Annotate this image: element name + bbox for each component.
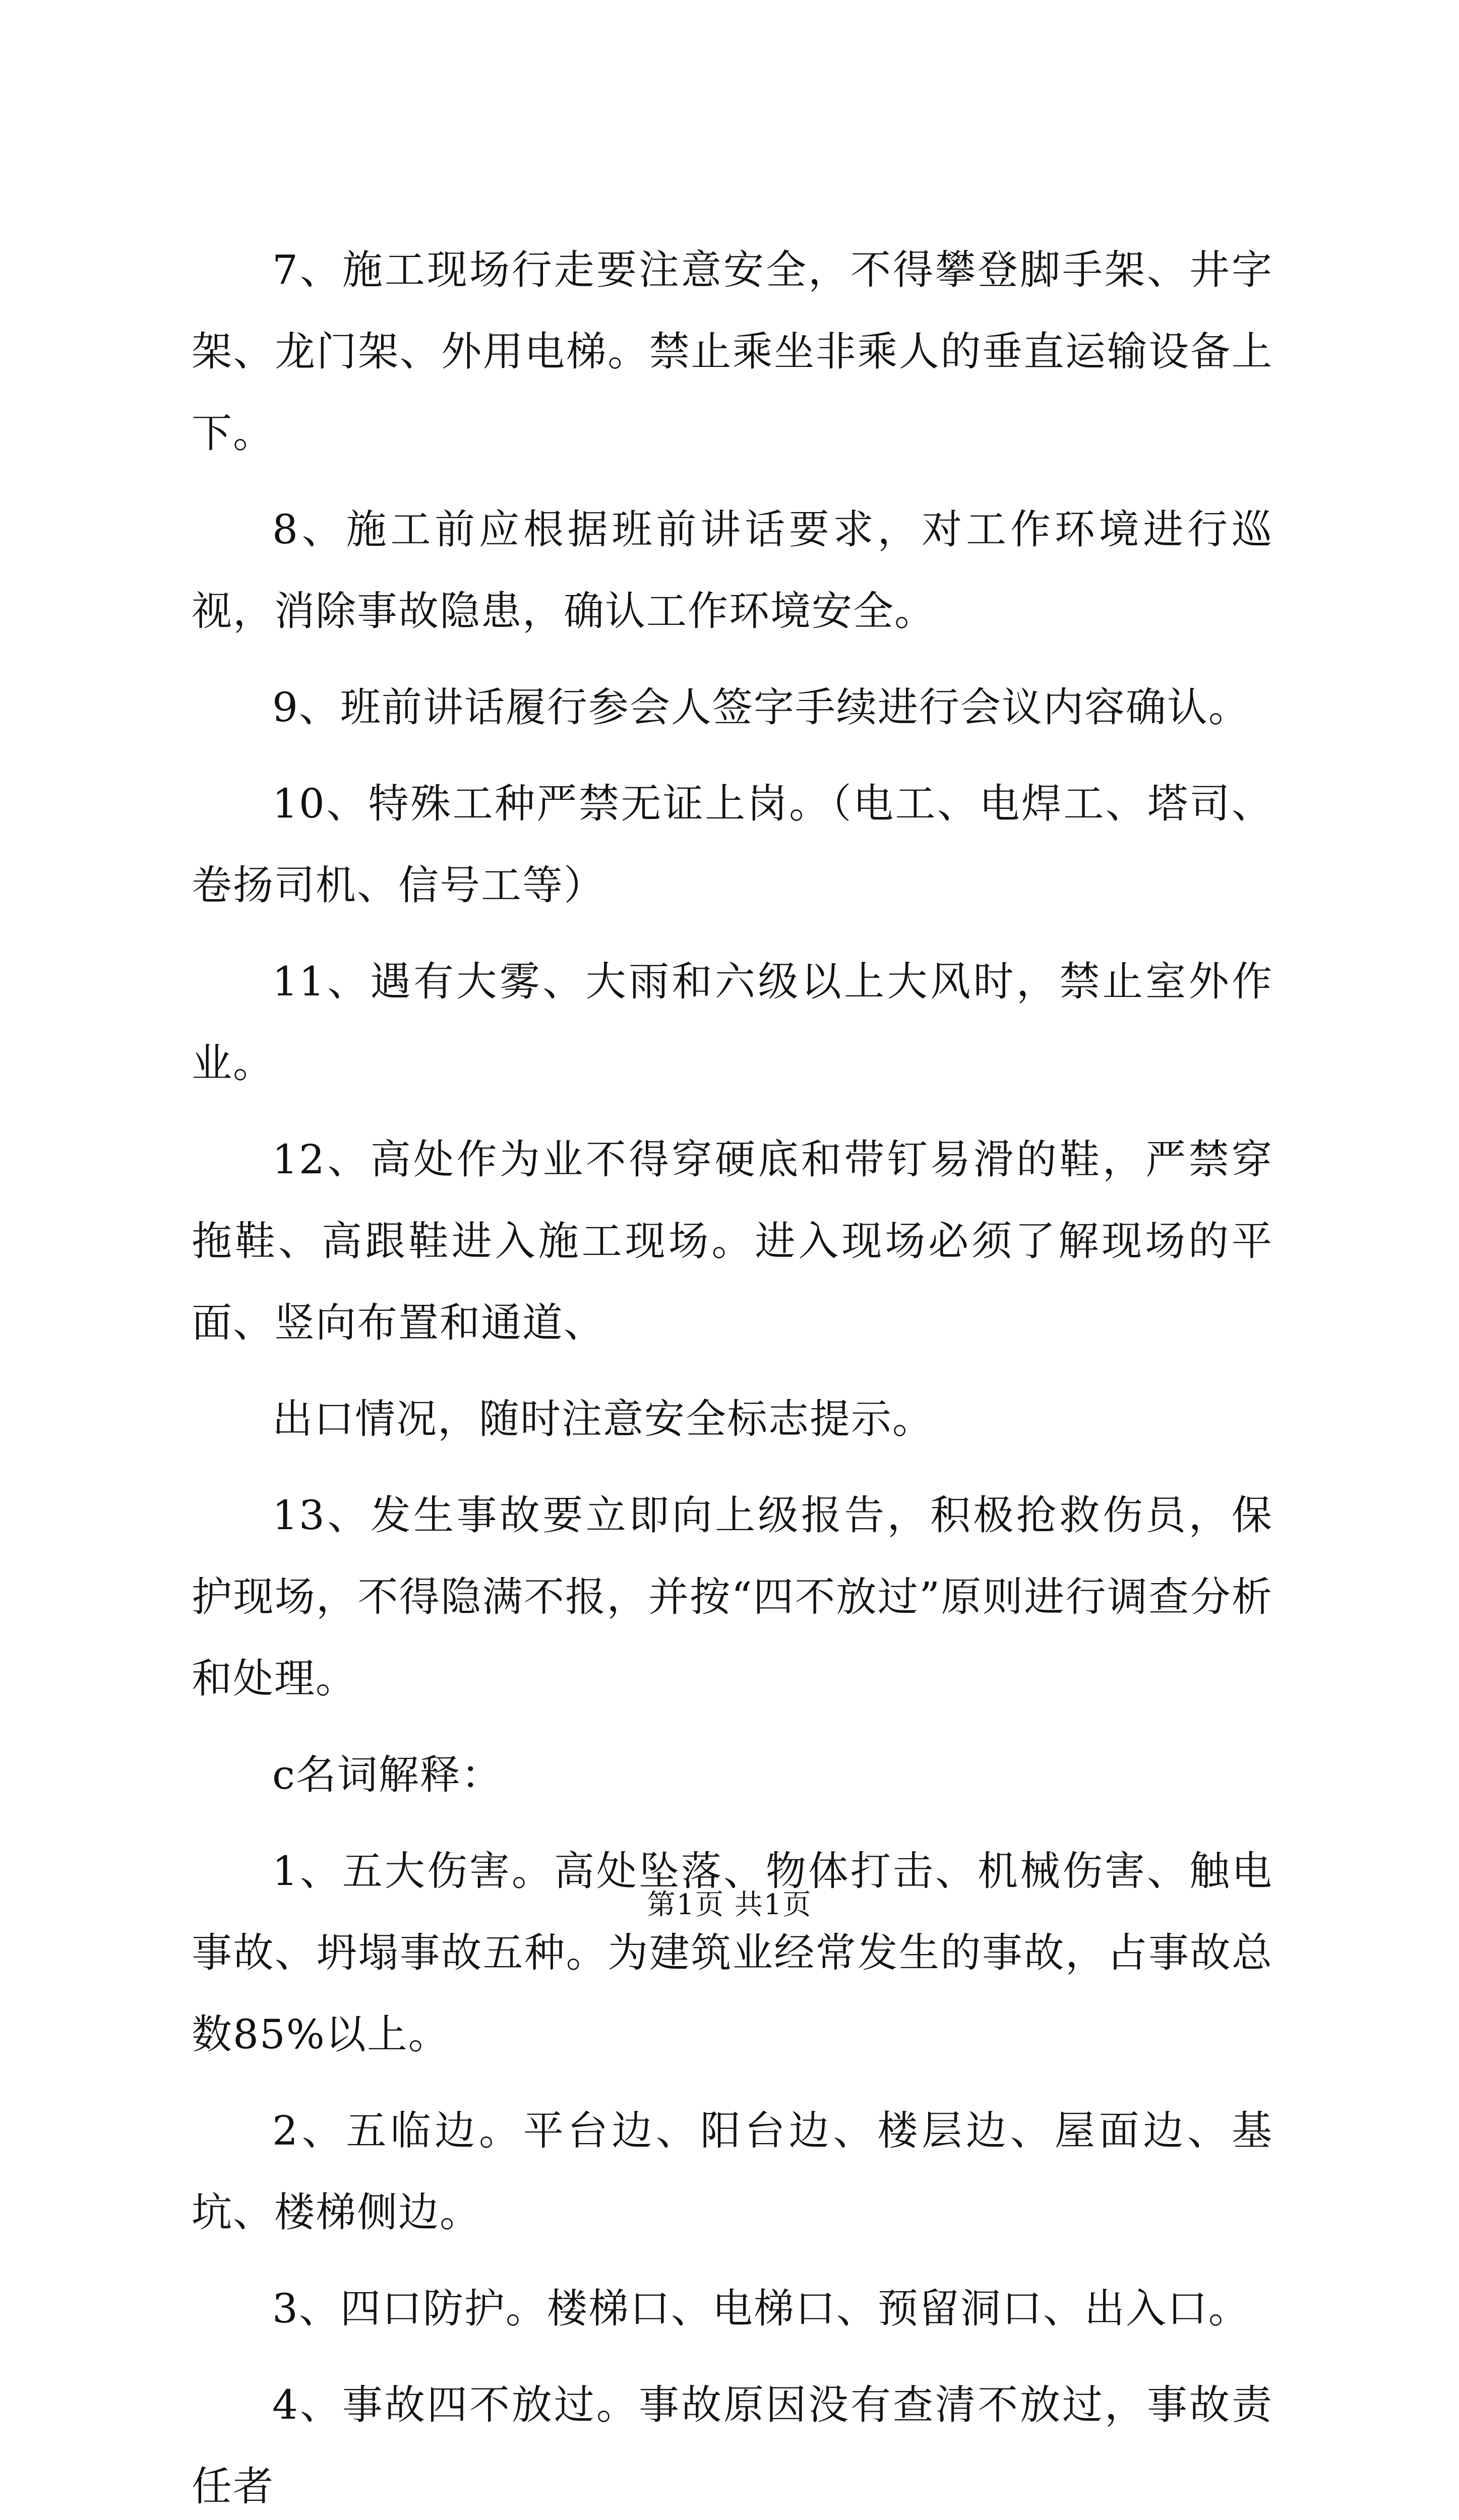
page-footer: 第1页 共1页 <box>647 1888 812 1921</box>
paragraph-12: 12、高处作为业不得穿硬底和带钉易滑的鞋，严禁穿拖鞋、高跟鞋进入施工现场。进入现场必须了解现场的平面、竖向布置和通道、 <box>192 1136 1273 1346</box>
section-heading-terms: c名词解释： <box>272 1751 503 1798</box>
document-body <box>192 229 1273 2520</box>
paragraph-9: 9、班前讲话履行参会人签字手续进行会议内容确认。 <box>272 684 1250 731</box>
term-4: 4、事故四不放过。事故原因没有查清不放过，事故责任者 <box>192 2381 1273 2510</box>
paragraph-12-continued: 出口情况，随时注意安全标志提示。 <box>272 1396 934 1442</box>
paragraph-10: 10、特殊工种严禁无证上岗。（电工、电焊工、塔司、卷扬司机、信号工等） <box>192 780 1273 909</box>
paragraph-8: 8、施工前应根据班前讲话要求，对工作环境进行巡视，消除事故隐患，确认工作环境安全。 <box>192 506 1273 635</box>
paragraph-7: 7、施工现场行走要注意安全，不得攀登脚手架、井字架、龙门架、外用电梯。禁止乘坐非乘人的垂直运输设备上下。 <box>192 246 1273 457</box>
term-2: 2、五临边。平台边、阳台边、楼层边、屋面边、基坑、楼梯侧边。 <box>192 2107 1273 2236</box>
paragraph-13: 13、发生事故要立即向上级报告，积极抢救伤员，保护现场，不得隐满不报，并按“四不放过”原则进行调查分析和处理。 <box>192 1492 1273 1702</box>
term-3: 3、四口防护。楼梯口、电梯口、预留洞口、出入口。 <box>272 2285 1250 2332</box>
paragraph-11: 11、遇有大雾、大雨和六级以上大风时，禁止室外作业。 <box>192 958 1273 1087</box>
term-1: 1、五大伤害。高处坠落、物体打击、机械伤害、触电事故、坍塌事故五种。为建筑业经常发生的事故，占事故总数85%以上。 <box>192 1848 1273 2058</box>
